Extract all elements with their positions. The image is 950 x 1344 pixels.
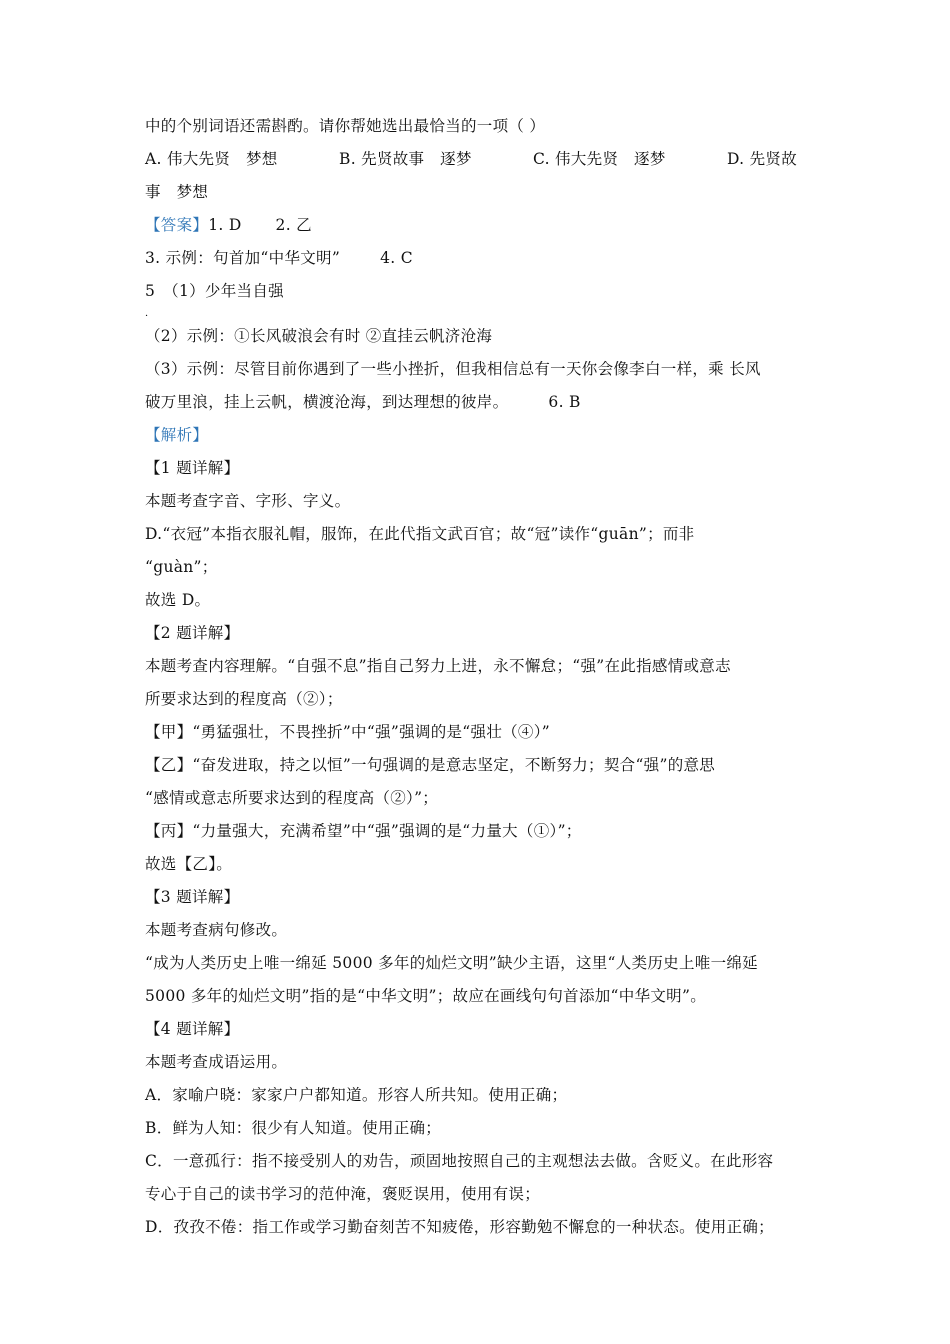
analysis-tag: 【解析】 — [145, 426, 209, 444]
answer-1: 1. D — [208, 216, 242, 234]
q1-line: “guàn”； — [145, 558, 218, 576]
answer-5-part-3b: 破万里浪，挂上云帆，横渡沧海，到达理想的彼岸。 — [145, 393, 509, 411]
q1-line: D.“衣冠”本指衣服礼帽，服饰，在此代指文武百官；故“冠”读作“guān”；而非 — [145, 525, 695, 543]
answer-2: 2. 乙 — [275, 216, 312, 234]
answer-6: 6. B — [548, 393, 581, 411]
option-d-head: D. 先贤故 — [727, 150, 798, 168]
answer-5-dot: ． — [145, 308, 156, 319]
q2-line: 所要求达到的程度高（②）； — [145, 690, 343, 708]
option-row — [145, 143, 810, 176]
answer-5-part-1: （1）少年当自强 — [163, 282, 284, 300]
q4-line: D．孜孜不倦：指工作或学习勤奋刻苦不知疲倦，形容勤勉不懈怠的一种状态。使用正确； — [145, 1218, 774, 1236]
q1-title: 【1 题详解】 — [145, 459, 240, 477]
q3-line: 本题考查病句修改。 — [145, 921, 288, 939]
q4-line: B．鲜为人知：很少有人知道。使用正确； — [145, 1119, 442, 1137]
q3-title: 【3 题详解】 — [145, 888, 240, 906]
q2-line: “感情或意志所要求达到的程度高（②）”； — [145, 789, 439, 807]
q2-line: 【乙】“奋发进取，持之以恒”一句强调的是意志坚定，不断努力；契合“强”的意思 — [145, 756, 716, 774]
answer-5-part-2: （2）示例：①长风破浪会有时 ②直挂云帆济沧海 — [145, 327, 493, 345]
answer-tag: 【答案】 — [145, 216, 209, 234]
answer-5-number: 5 — [145, 282, 156, 300]
question-tail: 中的个别词语还需斟酌。请你帮她选出最恰当的一项（ ） — [145, 117, 546, 135]
q2-line: 【甲】“勇猛强壮，不畏挫折”中“强”强调的是“强壮（④）” — [145, 723, 550, 741]
q4-line: A．家喻户晓：家家户户都知道。形容人所共知。使用正确； — [145, 1086, 568, 1104]
q3-line: 5000 多年的灿烂文明”指的是“中华文明”；故应在画线句句首添加“中华文明”。 — [145, 987, 706, 1005]
q2-line: 【丙】“力量强大，充满希望”中“强”强调的是“力量大（①）”； — [145, 822, 582, 840]
q2-line: 本题考查内容理解。“自强不息”指自己努力上进，永不懈怠；“强”在此指感情或意志 — [145, 657, 731, 675]
document-page — [145, 110, 810, 1244]
q1-line: 本题考查字音、字形、字义。 — [145, 492, 351, 510]
answer-line-2 — [145, 242, 810, 275]
q4-line: C．一意孤行：指不接受别人的劝告，顽固地按照自己的主观想法去做。含贬义。在此形容 — [145, 1152, 774, 1170]
answer-4: 4. C — [380, 249, 413, 267]
answer-line-1 — [145, 209, 810, 242]
option-d-tail: 事 梦想 — [145, 183, 209, 201]
q4-line: 本题考查成语运用。 — [145, 1053, 288, 1071]
option-b: B. 先贤故事 逐梦 — [339, 150, 472, 168]
answer-line-3 — [145, 275, 810, 308]
q3-line: “成为人类历史上唯一绵延 5000 多年的灿烂文明”缺少主语，这里“人类历史上唯一绵延 — [145, 954, 758, 972]
option-c: C. 伟大先贤 逐梦 — [533, 150, 666, 168]
q2-line: 故选【乙】。 — [145, 855, 233, 873]
q2-title: 【2 题详解】 — [145, 624, 240, 642]
q4-line: 专心于自己的读书学习的范仲淹，褒贬误用，使用有误； — [145, 1185, 541, 1203]
option-a: A. 伟大先贤 梦想 — [145, 150, 278, 168]
answer-5-part-3a: （3）示例：尽管目前你遇到了一些小挫折，但我相信总有一天你会像李白一样，乘 长风 — [145, 360, 761, 378]
answer-3: 3. 示例：句首加“中华文明” — [145, 249, 341, 267]
answer-line-6 — [145, 386, 810, 419]
q1-line: 故选 D。 — [145, 591, 211, 609]
q4-title: 【4 题详解】 — [145, 1020, 240, 1038]
